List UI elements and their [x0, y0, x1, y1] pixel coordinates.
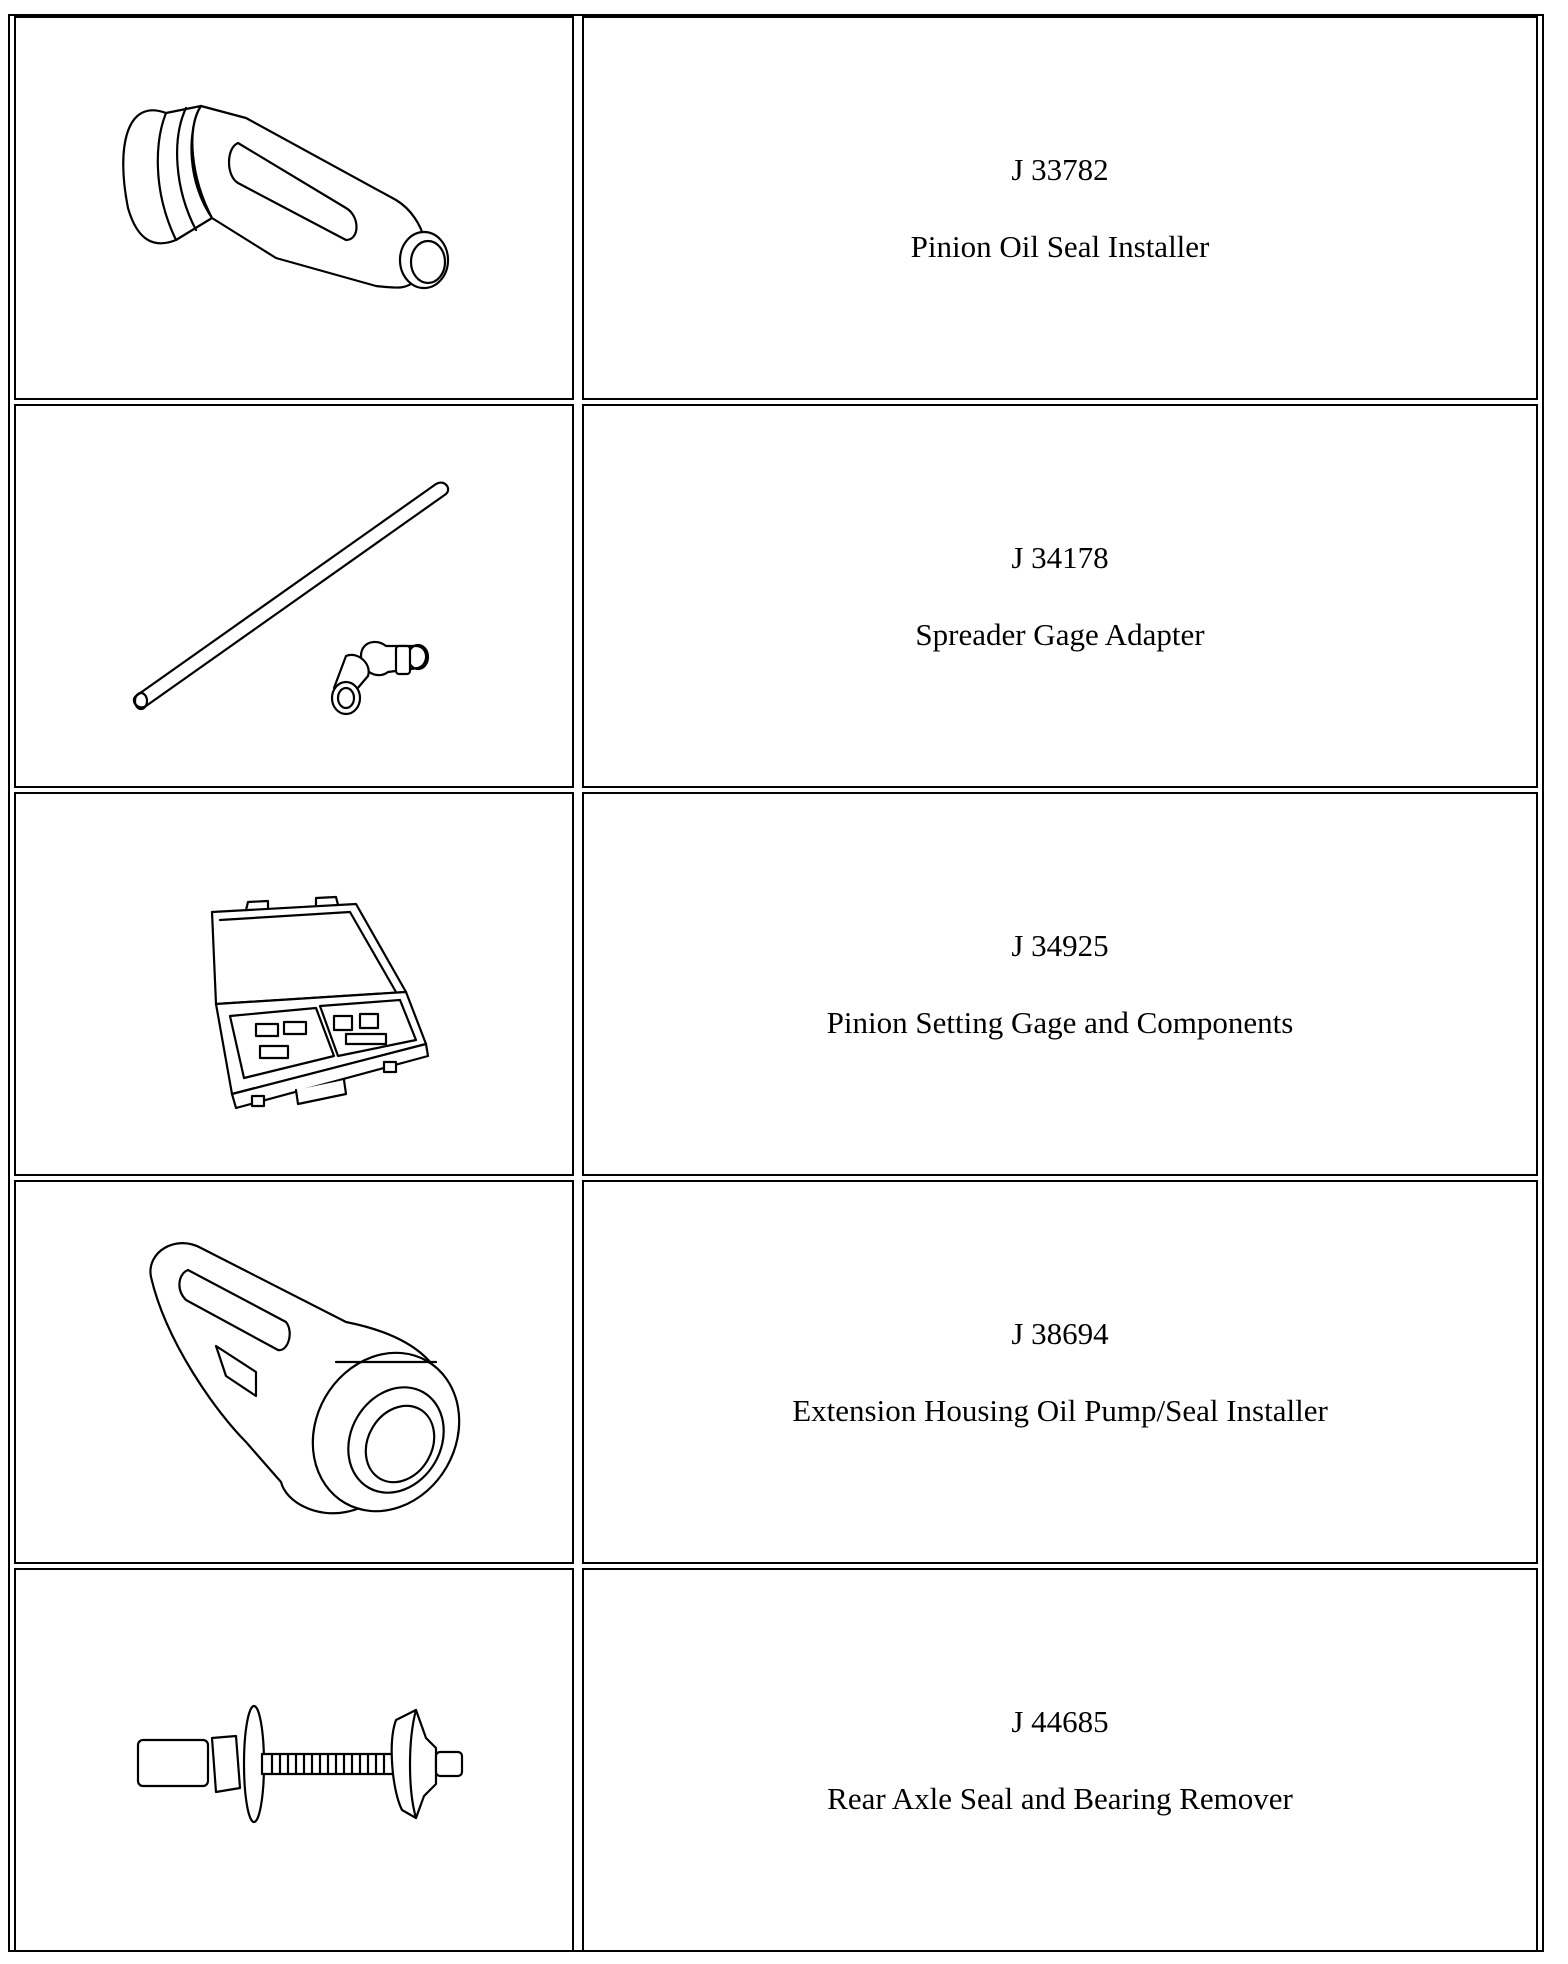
tool-description-cell: [582, 792, 1538, 1176]
pump-seal-installer-icon: [16, 1182, 572, 1562]
tool-image-cell: [14, 404, 574, 788]
tool-image-cell: [14, 1568, 574, 1952]
tool-description-cell: [582, 1568, 1538, 1952]
bearing-remover-icon: [16, 1570, 572, 1950]
tool-description-cell: [582, 16, 1538, 400]
tool-number: J 44685: [1011, 1703, 1109, 1739]
seal-installer-icon: [16, 18, 572, 398]
tool-name: Spreader Gage Adapter: [915, 617, 1205, 652]
tool-number: J 34178: [1011, 539, 1109, 575]
gage-kit-case-icon: [16, 794, 572, 1174]
tool-description-cell: [582, 1180, 1538, 1564]
tool-number: J 33782: [1011, 151, 1109, 187]
tool-image-cell: [14, 1180, 574, 1564]
tool-name: Pinion Oil Seal Installer: [910, 229, 1210, 264]
tool-number: J 38694: [1011, 1315, 1109, 1351]
tool-name: Pinion Setting Gage and Components: [826, 1005, 1294, 1040]
tool-image-cell: [14, 16, 574, 400]
tool-name: Rear Axle Seal and Bearing Remover: [827, 1781, 1293, 1816]
spreader-gage-adapter-icon: [16, 406, 572, 786]
tool-image-cell: [14, 792, 574, 1176]
tool-description-cell: [582, 404, 1538, 788]
tool-number: J 34925: [1011, 927, 1109, 963]
tool-name: Extension Housing Oil Pump/Seal Installer: [792, 1393, 1328, 1428]
special-tools-table: [8, 14, 1544, 1952]
